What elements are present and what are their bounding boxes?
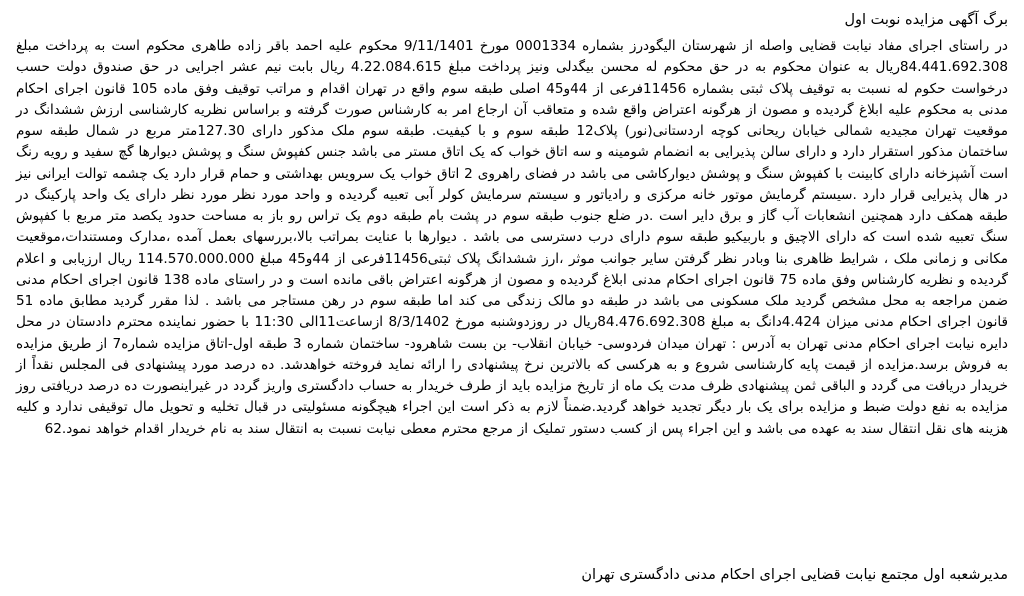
- notice-body: در راستای اجرای مفاد نیابت قضایی واصله از شهرستان الیگودرز بشماره 0001334 مورخ 9/11/1401 محکوم علیه احمد باقر زاده طاهری محکوم است به پرداخت مبلغ 84.441.692.308ریال به عنوان محکوم به در حق محکوم له محسن بیگدلی ونیز پرداخت مبلغ 4.22.084.615 ریال بابت نیم عشر اجرایی در حق صندوق دولت حسب درخواست حکوم له نسبت به توقیف پلاک ثبتی بشماره 11456فرعی از 44و45 اصلی طبقه سوم واقع در تهران اقدام و مراتب توقیف وفق ماده 105 قانون اجرای احکام مدنی به محکوم علیه ابلاغ گردیده و مصون از هرگونه اعتراض واقع شده و متعاقب آن ارجاع امر به کارشناس صورت گرفته و براساس نظریه کارشناسی ارزش ششدانگ در موقعیت تهران مجیدیه شمالی خیابان ریحانی کوچه اردستانی(نور) پلاک12 طبقه سوم و با کیفیت. طبقه سوم ملک مذکور دارای 127.30متر مربع در شمال طبقه سوم ساختمان مذکور استقرار دارد و دارای سالن پذیرایی به انضمام شومینه و سه اتاق خواب که یک اتاق مستر می باشد جنس کفپوش سنگ و پوشش دیوارها گچ سفید و رویه رنگ است آشپزخانه دارای کابینت با کفپوش سنگ و پوشش دیوارکاشی می باشد در فضای راهروی 2 اتاق خواب یک سرویس بهداشتی و حمام قرار دارد یک چشمه توالت ایرانی نیز در هال پذیرایی قرار دارد .سیستم گرمایش موتور خانه مرکزی و رادیاتور و سیستم سرمایش کولر آبی تعبیه گردیده و واحد مورد نظر مورد نظر دارای یک واحد پارکینگ در طبقه همکف دارد همچنین انشعابات آب گاز و برق دایر است .در ضلع جنوب طبقه سوم در پشت بام طبقه دوم یک تراس رو باز به مساحت حدود یکصد متر مربع با کفپوش سنگ تعبیه شده است که دارای الاچیق و باربیکیو طبقه سوم دارای درب دسترسی می باشد . دیوارها با عنایت بمراتب بالا،بررسهای بعمل آمده ،مدارک ومستندات،موقعیت مکانی و زمانی ملک ، شرایط ظاهری بنا وبادر نظر گرفتن سایر جوانب موثر ،ارز ششدانگ پلاک ثبتی11456فرعی از 44و45 مبلغ 114.570.000.000 ریال ارزیابی و اعلام گردیده و نظریه کارشناس وفق ماده 75 قانون اجرای احکام مدنی ابلاغ گردیده و مصون از هرگونه اعتراض باقی مانده است و در راستای ماده 138 قانون اجرای احکام مدنی ضمن مراجعه به محل مشخص گردید ملک مسکونی می باشد در طبقه دو مالک زندگی می کند اما طبقه سوم در رهن مستاجر می باشد . لذا مقرر گردید مطابق ماده 51 قانون اجرای احکام مدنی میزان 4.424دانگ به مبلغ 84.476.692.308ریال در روزدوشنبه مورخ 8/3/1402 ازساعت11الی 11:30 با حضور نماینده محترم دادستان در محل دایره نیابت اجرای احکام مدنی تهران به آدرس : تهران میدان فردوسی- خیابان انقلاب- بن بست شاهرود- ساختمان شماره 3 طبقه اول-اتاق مزایده شماره7 از طریق مزایده به فروش برسد.مزایده از قیمت پایه کارشناسی شروع و به هرکسی که بالاترین نرخ پیشنهادی را ارائه نماید فروخته خواهدشد. ده درصد مورد پیشنهادی فی المجلس نقداً از خریدار دریافت می گردد و الباقی ثمن پیشنهادی ظرف مدت یک ماه از تاریخ مزایده باید از طرف خریدار به حساب دادگستری واریز گردد در غیراینصورت ده درصد دریافتی روز مزایده به نفع دولت ضبط و مزایده برای یک بار دیگر تجدید خواهد گردید.ضمناً لازم به ذکر است این اجراء هیچگونه مسئولیتی در قبال تخلیه و تحویل مال توقیفی ندارد و کلیه هزینه های نقل انتقال سند به عهده می باشد و این اجراء پس از کسب دستور تملیک از مرجع محترم معطی نیابت نسبت به انتقال سند به نام خریدار اقدام خواهد نمود.62: [16, 38, 1009, 437]
- notice-title: برگ آگهی مزایده نوبت اول: [844, 12, 1008, 28]
- notice-signature: مدیرشعبه اول مجتمع نیابت قضایی اجرای احکام مدنی دادگستری تهران: [581, 567, 1008, 583]
